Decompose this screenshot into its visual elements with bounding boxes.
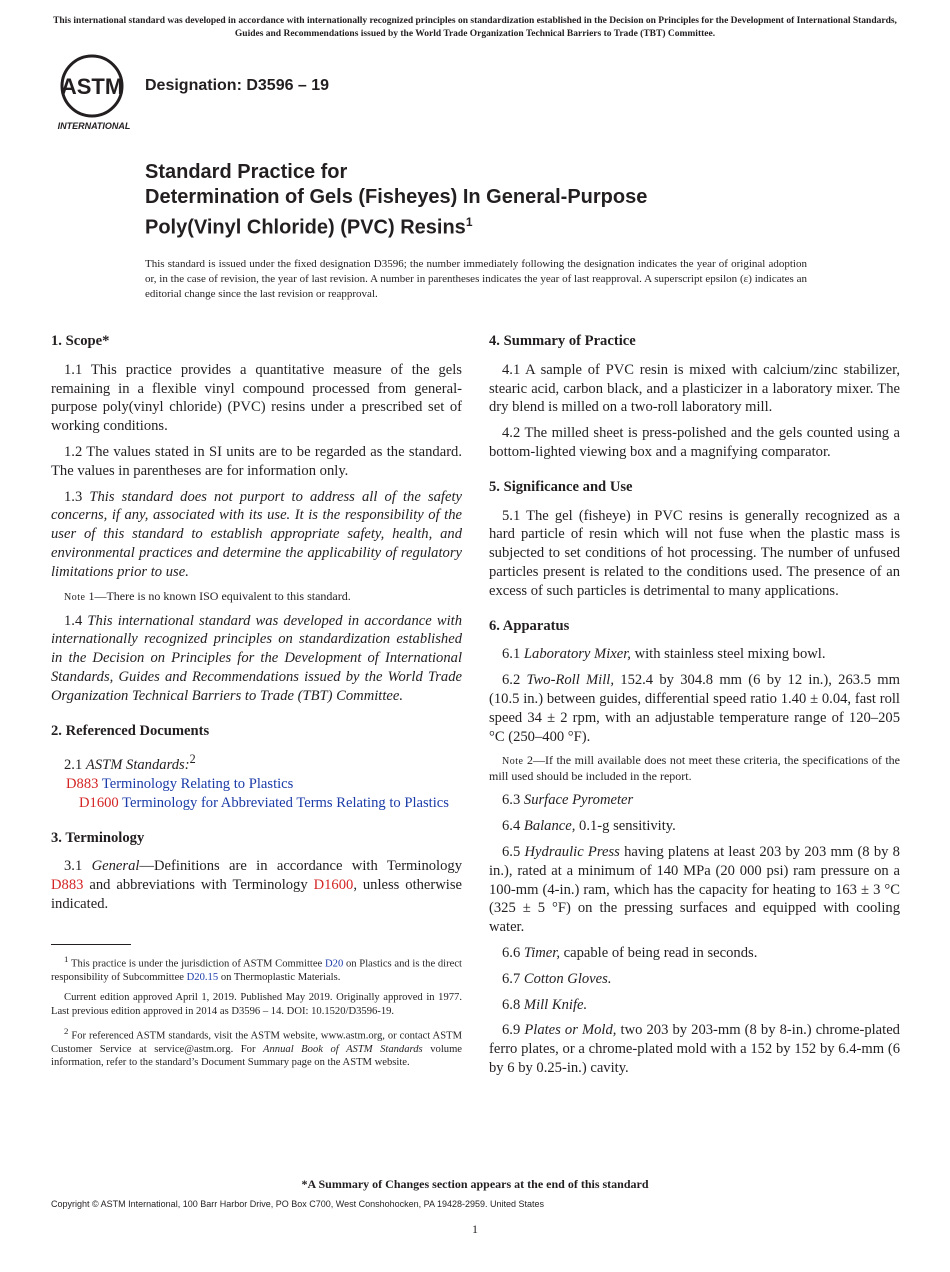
title-line-2: Determination of Gels (Fisheyes) In General-Purpose — [145, 186, 648, 208]
footnote-1-edition: Current edition approved April 1, 2019. Published May 2019. Originally approved in 1977. Last previous edition approved in 2014 as D3596 – 14. DOI: 10.1520/D3596-19. — [51, 992, 462, 1017]
copyright: Copyright © ASTM International, 100 Barr Harbor Drive, PO Box C700, West Conshohocken, PA 19428-2959. United States — [51, 1199, 545, 1209]
document-title — [145, 160, 647, 241]
right-column — [489, 332, 900, 1085]
paragraph-6-2: 6.2 Two-Roll Mill, 152.4 by 304.8 mm (6 by 12 in.), 263.5 mm (10.5 in.) between guides, differential speed ratio 1.40 ± 0.04, fast roll speed 34 ± 2 rpm, with an adjustable temperature range of 120–205 °C (250–400 °F). — [489, 672, 900, 745]
title-line-1: Standard Practice for — [145, 161, 348, 183]
reference-title[interactable]: Terminology Relating to Plastics — [101, 776, 294, 792]
committee-link[interactable]: D20 — [325, 958, 344, 970]
page-number: 1 — [472, 1222, 478, 1236]
wto-notice: This international standard was developed in accordance with internationally recognized principles on standardization established in the Decision on Principles for the Development of International Standards, Guides and Recommendations issued by the World Trade Organization Technical Barriers to Trade (TBT) Committee. — [53, 16, 897, 39]
paragraph-1-1: 1.1 This practice provides a quantitative measure of the gels remaining in a flexible vinyl compound processed from general-purpose poly(vinyl chloride) (PVC) resins under a prescribed set of working conditions. — [51, 361, 462, 435]
section-2-heading: 2. Referenced Documents — [51, 722, 210, 739]
paragraph-6-6: 6.6 Timer, capable of being read in seconds. — [502, 944, 758, 961]
section-6-heading: 6. Apparatus — [489, 617, 570, 634]
title-line-3: Poly(Vinyl Chloride) (PVC) Resins$^1$ — [145, 215, 473, 239]
paragraph-3-1: 3.1 General—Definitions are in accordance with Terminology D883 and abbreviations with Terminology D1600, unless otherwise indicated. — [51, 858, 463, 912]
paragraph-4-1: 4.1 A sample of PVC resin is mixed with calcium/zinc stabilizer, stearic acid, carbon black, and a plasticizer in a laboratory mixer. The dry blend is milled on a two-roll laboratory mill. — [489, 361, 900, 416]
reference-link[interactable]: D1600 — [313, 877, 354, 894]
paragraph-4-2: 4.2 The milled sheet is press-polished and the gels counted using a bottom-lighted viewing box and a magnifying comparator. — [489, 425, 900, 460]
reference-code[interactable]: D883 — [66, 776, 99, 792]
reference-link[interactable]: D883 — [51, 877, 84, 894]
paragraph-6-8: 6.8 Mill Knife. — [502, 996, 588, 1013]
section-1-heading: 1. Scope* — [51, 333, 110, 349]
logo-text: ASTM — [60, 74, 124, 99]
paragraph-1-3: 1.3 This standard does not purport to address all of the safety concerns, if any, associated with its use. It is the responsibility of the user of this standard to establish appropriate safety, health, and environmental practices and determine the applicability of regulatory limitations prior to use. — [51, 488, 462, 580]
paragraph-6-5: 6.5 Hydraulic Press having platens at least 203 by 203 mm (8 by 8 in.), rated at a minimum of 140 MPa (20 000 psi) ram pressure on a 100-mm (4-in.) ram, which has the capacity for heating to 163 ± 3 °C (325 ± 5 °F) on the pressing surfaces and equipped with cooling water. — [489, 843, 900, 936]
reference-code[interactable]: D1600 — [79, 794, 119, 811]
section-4-heading: 4. Summary of Practice — [489, 333, 636, 349]
designation: Designation: D3596 – 19 — [145, 77, 330, 94]
paragraph-1-4: 1.4 This international standard was developed in accordance with internationally recognized principles on standardization established in the Decision on Principles for the Development of International Standards, Guides and Recommendations issued by the World Trade Organization Technical Barriers to Trade (TBT) Committee. — [51, 612, 463, 704]
subcommittee-link[interactable]: D20.15 — [186, 971, 219, 983]
astm-logo — [52, 52, 136, 134]
section-5-heading: 5. Significance and Use — [489, 478, 633, 495]
paragraph-5-1: 5.1 The gel (fisheye) in PVC resins is generally recognized as a hard particle of resin which will not fuse when the plastic mass is subjected to set conditions of hot processing. The number of unfused particles present is related to the conditions used. The presence of an excess of such particles is detrimental to many applications. — [489, 507, 900, 599]
issuance-statement: This standard is issued under the fixed designation D3596; the number immediately following the designation indicates the year of original adoption or, in the case of revision, the year of last revision. A number in parentheses indicates the year of last reapproval. A superscript epsilon (ε) indicates an editorial change since the last revision or reapproval. — [145, 258, 807, 300]
paragraph-2-1: 2.1 ASTM Standards:$^2$ — [64, 752, 196, 774]
reference-d1600[interactable] — [51, 794, 462, 813]
summary-of-changes-note: *A Summary of Changes section appears at the end of this standard — [301, 1177, 649, 1191]
note-2: Note 2—If the mill available does not meet these criteria, the specifications of the mill used should be included in the report. — [489, 753, 900, 784]
paragraph-6-4: 6.4 Balance, 0.1-g sensitivity. — [502, 818, 676, 835]
left-column — [51, 332, 462, 1077]
paragraph-1-2: 1.2 The values stated in SI units are to be regarded as the standard. The values in parentheses are for information only. — [51, 443, 462, 479]
paragraph-6-1: 6.1 Laboratory Mixer, with stainless steel mixing bowl. — [502, 646, 826, 663]
footnote-1: $^1$ This practice is under the jurisdiction of ASTM Committee D20 on Plastics and is the direct responsibility of Subcommittee D20.15 on Thermoplastic Materials. — [51, 953, 462, 983]
footnote-rule — [51, 944, 131, 945]
footnote-2: $^2$ For referenced ASTM standards, visit the ASTM website, www.astm.org, or contact ASTM Customer Service at service@astm.org. For Annual Book of ASTM Standards volume information, refer to the standard’s Document Summary page on the ASTM website. — [51, 1025, 463, 1069]
paragraph-6-9: 6.9 Plates or Mold, two 203 by 203-mm (8 by 8-in.) chrome-plated ferro plates, or a chrome-plated mold with a 152 by 152 by 6.4-mm (6 by 6 by 0.25-in.) cavity. — [489, 1022, 900, 1076]
note-1: Note 1—There is no known ISO equivalent to this standard. — [64, 588, 351, 603]
title-footnote-mark: 1 — [465, 215, 473, 229]
logo-subtext: INTERNATIONAL — [57, 121, 131, 131]
reference-d883[interactable] — [51, 775, 462, 794]
section-3-heading: 3. Terminology — [51, 829, 145, 846]
paragraph-6-7: 6.7 Cotton Gloves. — [502, 970, 612, 987]
paragraph-6-3: 6.3 Surface Pyrometer — [502, 792, 634, 809]
reference-title[interactable]: Terminology for Abbreviated Terms Relating to Plastics — [122, 794, 449, 811]
